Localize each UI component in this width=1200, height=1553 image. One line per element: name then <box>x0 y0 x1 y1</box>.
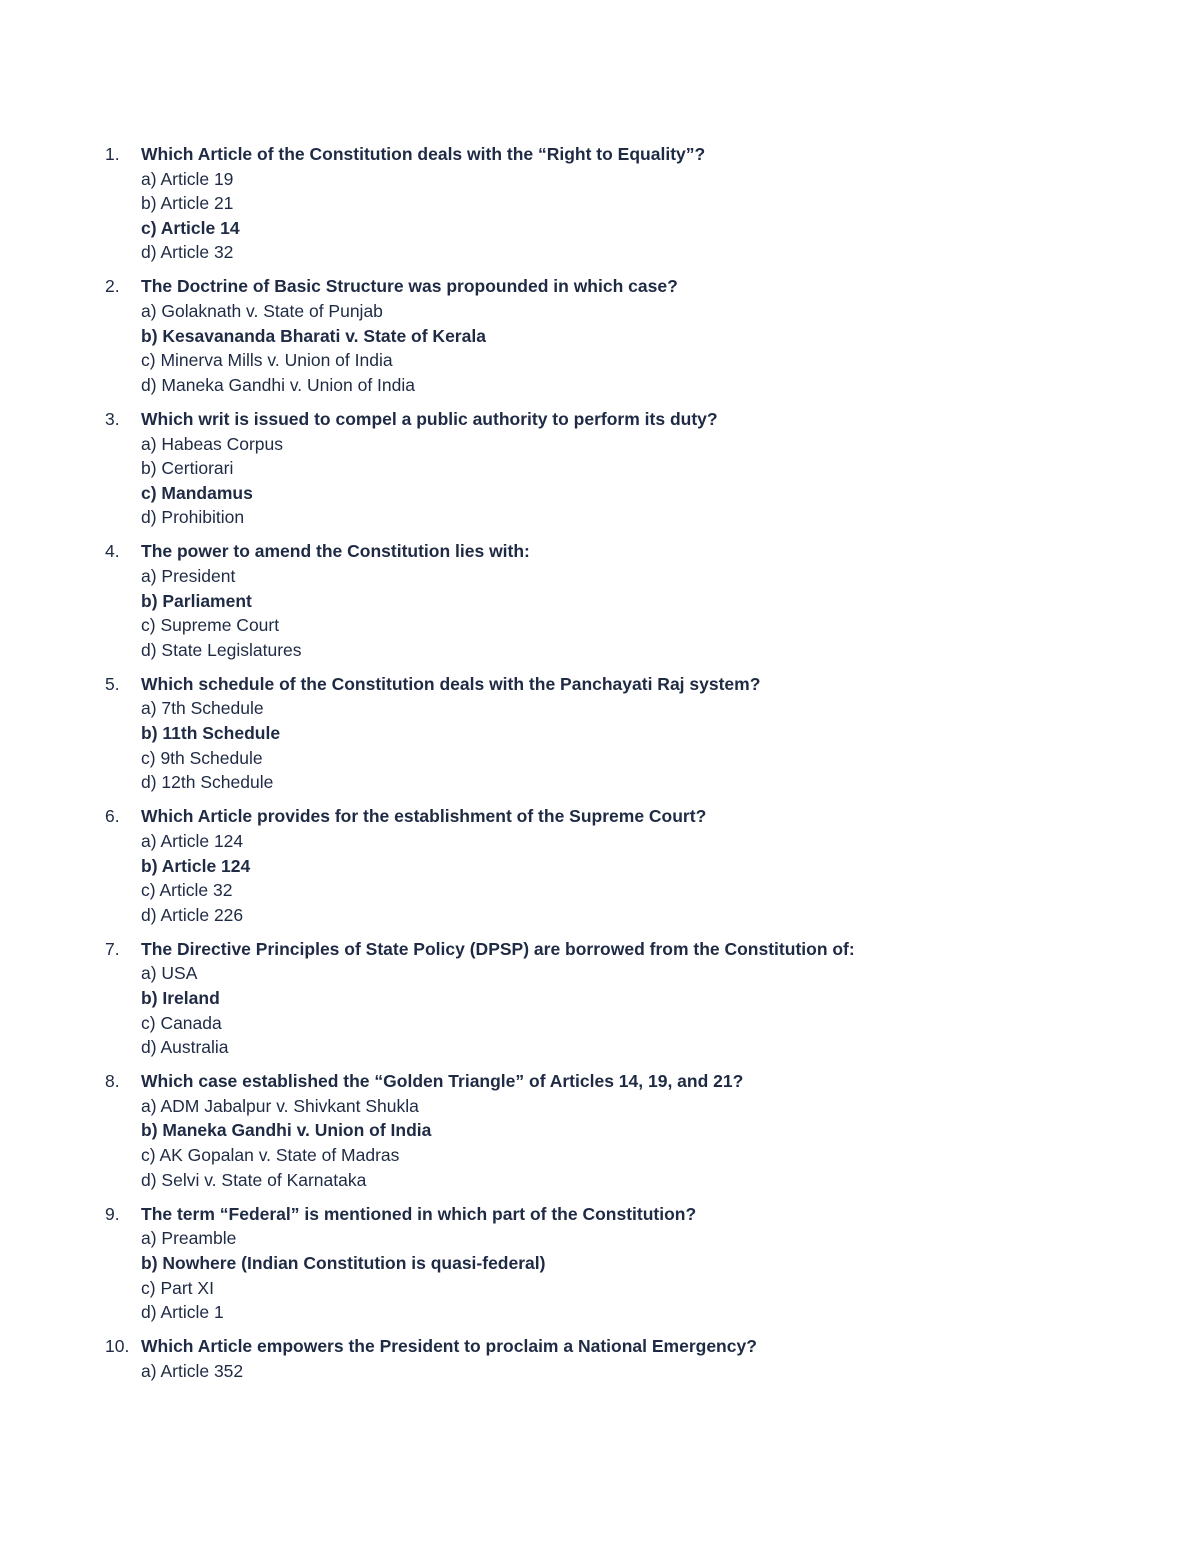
option-item: c) AK Gopalan v. State of Madras <box>141 1145 400 1166</box>
question-line <box>105 142 1105 167</box>
correct-option: c) Article 14 <box>141 217 240 238</box>
option-list <box>141 299 1105 397</box>
correct-option: b) Kesavananda Bharati v. State of Kerala <box>141 325 486 346</box>
question-number: 7. <box>105 938 120 959</box>
question-number: 4. <box>105 541 120 562</box>
question-item <box>105 142 1105 265</box>
correct-option: b) Article 124 <box>141 855 251 876</box>
option-item: d) Article 32 <box>141 242 234 263</box>
option-item: c) Article 32 <box>141 880 233 901</box>
option-list <box>141 1094 1105 1192</box>
option-item: d) Australia <box>141 1037 229 1058</box>
correct-option: b) Maneka Gandhi v. Union of India <box>141 1120 432 1141</box>
correct-option: b) Nowhere (Indian Constitution is quasi-federal) <box>141 1252 546 1273</box>
option-list <box>141 167 1105 265</box>
option-list <box>141 961 1105 1059</box>
option-item: a) Preamble <box>141 1228 237 1249</box>
question-text: Which Article of the Constitution deals with the “Right to Equality”? <box>141 144 706 164</box>
question-text: The Doctrine of Basic Structure was propounded in which case? <box>141 276 678 297</box>
option-list <box>141 432 1105 530</box>
question-item <box>105 1069 1105 1192</box>
question-line <box>105 1334 1105 1359</box>
correct-option: b) 11th Schedule <box>141 723 281 744</box>
question-line <box>105 1069 1105 1094</box>
question-text: The term “Federal” is mentioned in which part of the Constitution? <box>141 1203 697 1224</box>
option-list <box>141 564 1105 662</box>
option-item: d) Maneka Gandhi v. Union of India <box>141 374 416 395</box>
option-item: d) State Legislatures <box>141 639 302 660</box>
question-number: 8. <box>105 1071 120 1092</box>
option-item: b) Article 21 <box>141 193 234 214</box>
question-text: Which case established the “Golden Triangle” of Articles 14, 19, and 21? <box>141 1071 744 1092</box>
option-item: d) Prohibition <box>141 507 245 528</box>
option-item: c) Supreme Court <box>141 615 280 636</box>
question-number: 10. <box>105 1336 130 1357</box>
option-item: a) Golaknath v. State of Punjab <box>141 301 383 322</box>
question-number: 2. <box>105 276 120 297</box>
option-item: c) Part XI <box>141 1277 214 1298</box>
question-item <box>105 804 1105 927</box>
option-item: a) Article 19 <box>141 168 234 189</box>
question-text: The power to amend the Constitution lies with: <box>141 541 530 562</box>
option-item: a) Habeas Corpus <box>141 433 284 454</box>
correct-option: b) Ireland <box>141 988 220 1008</box>
question-item <box>105 407 1105 530</box>
question-text: Which schedule of the Constitution deals with the Panchayati Raj system? <box>141 673 761 694</box>
option-item: a) President <box>141 566 236 586</box>
option-item: a) Article 124 <box>141 830 244 851</box>
question-item <box>105 672 1105 795</box>
question-line <box>105 539 1105 564</box>
question-text: Which Article empowers the President to proclaim a National Emergency? <box>141 1336 757 1357</box>
option-item: c) Minerva Mills v. Union of India <box>141 350 393 371</box>
question-text: Which writ is issued to compel a public authority to perform its duty? <box>141 408 718 429</box>
option-list <box>141 1226 1105 1324</box>
option-item: c) 9th Schedule <box>141 747 263 768</box>
question-line <box>105 407 1105 432</box>
question-number: 1. <box>105 144 120 164</box>
question-number: 9. <box>105 1203 120 1224</box>
option-item: a) 7th Schedule <box>141 698 264 719</box>
option-item: a) ADM Jabalpur v. Shivkant Shukla <box>141 1095 419 1116</box>
question-item <box>105 1202 1105 1325</box>
option-list <box>141 829 1105 927</box>
option-item: a) USA <box>141 963 198 984</box>
question-line <box>105 672 1105 697</box>
question-item <box>105 274 1105 397</box>
question-line <box>105 937 1105 962</box>
question-item <box>105 1334 1105 1383</box>
option-item: d) Article 1 <box>141 1302 224 1323</box>
correct-option: c) Mandamus <box>141 482 253 503</box>
option-item: d) Article 226 <box>141 904 244 925</box>
question-number: 5. <box>105 673 120 694</box>
question-text: The Directive Principles of State Policy (DPSP) are borrowed from the Constitution of: <box>141 938 855 959</box>
option-item: d) 12th Schedule <box>141 772 274 793</box>
question-item <box>105 539 1105 662</box>
option-item: c) Canada <box>141 1012 222 1033</box>
option-list <box>141 696 1105 794</box>
question-line <box>105 1202 1105 1227</box>
option-item: d) Selvi v. State of Karnataka <box>141 1169 367 1190</box>
question-number: 3. <box>105 408 120 429</box>
question-line <box>105 274 1105 299</box>
question-text: Which Article provides for the establishment of the Supreme Court? <box>141 806 707 827</box>
question-item <box>105 937 1105 1060</box>
question-line <box>105 804 1105 829</box>
correct-option: b) Parliament <box>141 590 252 611</box>
question-number: 6. <box>105 806 120 827</box>
question-list <box>105 142 1105 1393</box>
option-item: b) Certiorari <box>141 458 234 479</box>
option-item: a) Article 352 <box>141 1360 244 1381</box>
option-list <box>141 1359 1105 1384</box>
